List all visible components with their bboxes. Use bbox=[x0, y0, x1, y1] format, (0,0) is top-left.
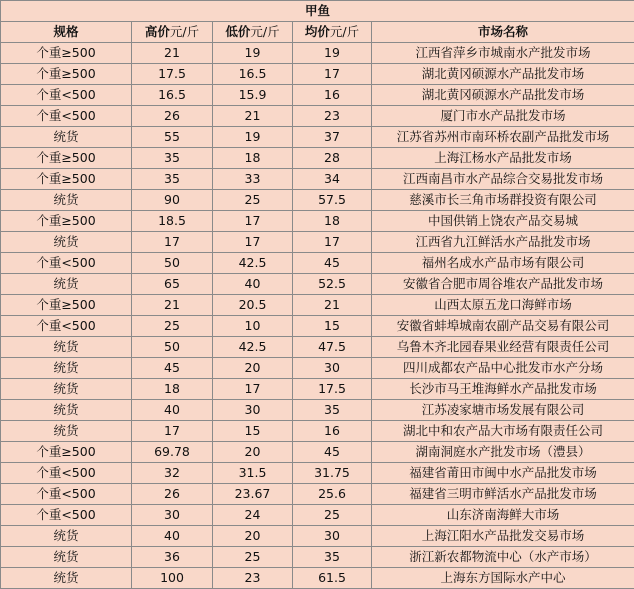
high-price-cell: 35 bbox=[132, 169, 213, 190]
table-title: 甲鱼 bbox=[1, 1, 634, 22]
market-name-cell: 湖北黄冈硕源水产品批发市场 bbox=[372, 85, 634, 106]
spec-cell: 统货 bbox=[1, 232, 132, 253]
header-high bbox=[132, 22, 213, 43]
low-price-cell: 30 bbox=[213, 400, 293, 421]
spec-cell: 个重≥500 bbox=[1, 211, 132, 232]
spec-cell: 统货 bbox=[1, 358, 132, 379]
spec-cell: 统货 bbox=[1, 337, 132, 358]
table-row bbox=[1, 358, 634, 379]
table-row bbox=[1, 568, 634, 589]
market-name-cell: 江苏凌家塘市场发展有限公司 bbox=[372, 400, 634, 421]
spec-cell: 统货 bbox=[1, 568, 132, 589]
avg-price-cell: 30 bbox=[293, 358, 372, 379]
low-price-cell: 15 bbox=[213, 421, 293, 442]
low-price-cell: 20 bbox=[213, 358, 293, 379]
avg-price-cell: 21 bbox=[293, 295, 372, 316]
table-row bbox=[1, 295, 634, 316]
header-avg-label: 均价 bbox=[304, 24, 330, 39]
table-row bbox=[1, 43, 634, 64]
table-row bbox=[1, 190, 634, 211]
high-price-cell: 21 bbox=[132, 295, 213, 316]
table-row bbox=[1, 127, 634, 148]
table-row bbox=[1, 400, 634, 421]
spec-cell: 统货 bbox=[1, 547, 132, 568]
avg-price-cell: 25 bbox=[293, 505, 372, 526]
header-spec: 规格 bbox=[1, 22, 132, 43]
avg-price-cell: 45 bbox=[293, 253, 372, 274]
market-name-cell: 上海东方国际水产中心 bbox=[372, 568, 634, 589]
high-price-cell: 16.5 bbox=[132, 85, 213, 106]
table-row bbox=[1, 484, 634, 505]
low-price-cell: 17 bbox=[213, 211, 293, 232]
low-price-cell: 25 bbox=[213, 547, 293, 568]
spec-cell: 统货 bbox=[1, 379, 132, 400]
header-low bbox=[213, 22, 293, 43]
avg-price-cell: 35 bbox=[293, 547, 372, 568]
spec-cell: 个重≥500 bbox=[1, 64, 132, 85]
header-row bbox=[1, 22, 634, 43]
avg-price-cell: 16 bbox=[293, 85, 372, 106]
low-price-cell: 23 bbox=[213, 568, 293, 589]
avg-price-cell: 34 bbox=[293, 169, 372, 190]
high-price-cell: 100 bbox=[132, 568, 213, 589]
low-price-cell: 31.5 bbox=[213, 463, 293, 484]
low-price-cell: 19 bbox=[213, 43, 293, 64]
market-name-cell: 上海江阳水产品批发交易市场 bbox=[372, 526, 634, 547]
table-row bbox=[1, 379, 634, 400]
spec-cell: 统货 bbox=[1, 190, 132, 211]
low-price-cell: 23.67 bbox=[213, 484, 293, 505]
spec-cell: 个重≥500 bbox=[1, 43, 132, 64]
market-name-cell: 福建省三明市鲜活水产品批发市场 bbox=[372, 484, 634, 505]
header-avg-unit: 元/斤 bbox=[329, 24, 360, 39]
low-price-cell: 42.5 bbox=[213, 253, 293, 274]
table-row bbox=[1, 232, 634, 253]
low-price-cell: 20 bbox=[213, 442, 293, 463]
low-price-cell: 10 bbox=[213, 316, 293, 337]
high-price-cell: 65 bbox=[132, 274, 213, 295]
spec-cell: 统货 bbox=[1, 274, 132, 295]
table-row bbox=[1, 463, 634, 484]
avg-price-cell: 45 bbox=[293, 442, 372, 463]
high-price-cell: 45 bbox=[132, 358, 213, 379]
spec-cell: 个重≥500 bbox=[1, 148, 132, 169]
table-row bbox=[1, 274, 634, 295]
high-price-cell: 35 bbox=[132, 148, 213, 169]
avg-price-cell: 18 bbox=[293, 211, 372, 232]
high-price-cell: 36 bbox=[132, 547, 213, 568]
low-price-cell: 40 bbox=[213, 274, 293, 295]
market-name-cell: 湖北黄冈硕源水产品批发市场 bbox=[372, 64, 634, 85]
spec-cell: 个重<500 bbox=[1, 85, 132, 106]
spec-cell: 个重≥500 bbox=[1, 169, 132, 190]
spec-cell: 个重<500 bbox=[1, 463, 132, 484]
low-price-cell: 33 bbox=[213, 169, 293, 190]
high-price-cell: 17 bbox=[132, 421, 213, 442]
market-name-cell: 湖南洞庭水产批发市场（澧县） bbox=[372, 442, 634, 463]
low-price-cell: 21 bbox=[213, 106, 293, 127]
low-price-cell: 24 bbox=[213, 505, 293, 526]
header-avg bbox=[293, 22, 372, 43]
low-price-cell: 15.9 bbox=[213, 85, 293, 106]
market-name-cell: 慈溪市长三角市场群投资有限公司 bbox=[372, 190, 634, 211]
spec-cell: 统货 bbox=[1, 127, 132, 148]
table-row bbox=[1, 547, 634, 568]
avg-price-cell: 15 bbox=[293, 316, 372, 337]
avg-price-cell: 23 bbox=[293, 106, 372, 127]
high-price-cell: 18 bbox=[132, 379, 213, 400]
low-price-cell: 20 bbox=[213, 526, 293, 547]
table-row bbox=[1, 64, 634, 85]
market-name-cell: 安徽省蚌埠城南农副产品交易有限公司 bbox=[372, 316, 634, 337]
low-price-cell: 18 bbox=[213, 148, 293, 169]
table-row bbox=[1, 421, 634, 442]
avg-price-cell: 17.5 bbox=[293, 379, 372, 400]
spec-cell: 统货 bbox=[1, 421, 132, 442]
avg-price-cell: 30 bbox=[293, 526, 372, 547]
market-name-cell: 江西南昌市水产品综合交易批发市场 bbox=[372, 169, 634, 190]
avg-price-cell: 31.75 bbox=[293, 463, 372, 484]
high-price-cell: 50 bbox=[132, 337, 213, 358]
high-price-cell: 40 bbox=[132, 526, 213, 547]
table-row bbox=[1, 253, 634, 274]
high-price-cell: 50 bbox=[132, 253, 213, 274]
header-high-unit: 元/斤 bbox=[169, 24, 200, 39]
table-row bbox=[1, 505, 634, 526]
high-price-cell: 40 bbox=[132, 400, 213, 421]
header-high-label: 高价 bbox=[144, 24, 170, 39]
market-name-cell: 上海江杨水产品批发市场 bbox=[372, 148, 634, 169]
avg-price-cell: 57.5 bbox=[293, 190, 372, 211]
market-name-cell: 江西省萍乡市城南水产批发市场 bbox=[372, 43, 634, 64]
spec-cell: 个重≥500 bbox=[1, 442, 132, 463]
avg-price-cell: 37 bbox=[293, 127, 372, 148]
market-name-cell: 中国供销上饶农产品交易城 bbox=[372, 211, 634, 232]
low-price-cell: 42.5 bbox=[213, 337, 293, 358]
table-row bbox=[1, 106, 634, 127]
high-price-cell: 21 bbox=[132, 43, 213, 64]
spec-cell: 个重≥500 bbox=[1, 295, 132, 316]
high-price-cell: 69.78 bbox=[132, 442, 213, 463]
table-row bbox=[1, 526, 634, 547]
low-price-cell: 25 bbox=[213, 190, 293, 211]
high-price-cell: 90 bbox=[132, 190, 213, 211]
header-low-label: 低价 bbox=[225, 24, 251, 39]
market-name-cell: 江西省九江鲜活水产品批发市场 bbox=[372, 232, 634, 253]
spec-cell: 统货 bbox=[1, 526, 132, 547]
header-low-unit: 元/斤 bbox=[250, 24, 280, 39]
market-name-cell: 长沙市马王堆海鲜水产品批发市场 bbox=[372, 379, 634, 400]
avg-price-cell: 25.6 bbox=[293, 484, 372, 505]
market-name-cell: 福州名成水产品市场有限公司 bbox=[372, 253, 634, 274]
spec-cell: 统货 bbox=[1, 400, 132, 421]
table-row bbox=[1, 211, 634, 232]
table-row bbox=[1, 316, 634, 337]
low-price-cell: 20.5 bbox=[213, 295, 293, 316]
avg-price-cell: 61.5 bbox=[293, 568, 372, 589]
header-market: 市场名称 bbox=[372, 22, 634, 43]
table-row bbox=[1, 169, 634, 190]
high-price-cell: 26 bbox=[132, 106, 213, 127]
market-name-cell: 福建省莆田市闽中水产品批发市场 bbox=[372, 463, 634, 484]
low-price-cell: 19 bbox=[213, 127, 293, 148]
avg-price-cell: 28 bbox=[293, 148, 372, 169]
market-name-cell: 湖北中和农产品大市场有限责任公司 bbox=[372, 421, 634, 442]
market-name-cell: 四川成都农产品中心批发市水产分场 bbox=[372, 358, 634, 379]
market-name-cell: 山西太原五龙口海鲜市场 bbox=[372, 295, 634, 316]
avg-price-cell: 16 bbox=[293, 421, 372, 442]
spec-cell: 个重<500 bbox=[1, 316, 132, 337]
high-price-cell: 18.5 bbox=[132, 211, 213, 232]
low-price-cell: 17 bbox=[213, 379, 293, 400]
high-price-cell: 55 bbox=[132, 127, 213, 148]
high-price-cell: 32 bbox=[132, 463, 213, 484]
spec-cell: 个重<500 bbox=[1, 484, 132, 505]
avg-price-cell: 17 bbox=[293, 64, 372, 85]
high-price-cell: 25 bbox=[132, 316, 213, 337]
high-price-cell: 26 bbox=[132, 484, 213, 505]
high-price-cell: 30 bbox=[132, 505, 213, 526]
table-body bbox=[1, 43, 634, 589]
spec-cell: 个重<500 bbox=[1, 106, 132, 127]
avg-price-cell: 47.5 bbox=[293, 337, 372, 358]
market-name-cell: 乌鲁木齐北园春果业经营有限责任公司 bbox=[372, 337, 634, 358]
avg-price-cell: 52.5 bbox=[293, 274, 372, 295]
market-name-cell: 安徽省合肥市周谷堆农产品批发市场 bbox=[372, 274, 634, 295]
spec-cell: 个重<500 bbox=[1, 505, 132, 526]
table-row bbox=[1, 337, 634, 358]
market-name-cell: 江苏省苏州市南环桥农副产品批发市场 bbox=[372, 127, 634, 148]
market-name-cell: 山东济南海鲜大市场 bbox=[372, 505, 634, 526]
avg-price-cell: 19 bbox=[293, 43, 372, 64]
avg-price-cell: 17 bbox=[293, 232, 372, 253]
market-name-cell: 厦门市水产品批发市场 bbox=[372, 106, 634, 127]
table-row bbox=[1, 442, 634, 463]
table-row bbox=[1, 85, 634, 106]
low-price-cell: 16.5 bbox=[213, 64, 293, 85]
spec-cell: 个重<500 bbox=[1, 253, 132, 274]
high-price-cell: 17 bbox=[132, 232, 213, 253]
market-name-cell: 浙江新农都物流中心（水产市场） bbox=[372, 547, 634, 568]
table-row bbox=[1, 148, 634, 169]
title-row bbox=[1, 1, 634, 22]
low-price-cell: 17 bbox=[213, 232, 293, 253]
avg-price-cell: 35 bbox=[293, 400, 372, 421]
high-price-cell: 17.5 bbox=[132, 64, 213, 85]
